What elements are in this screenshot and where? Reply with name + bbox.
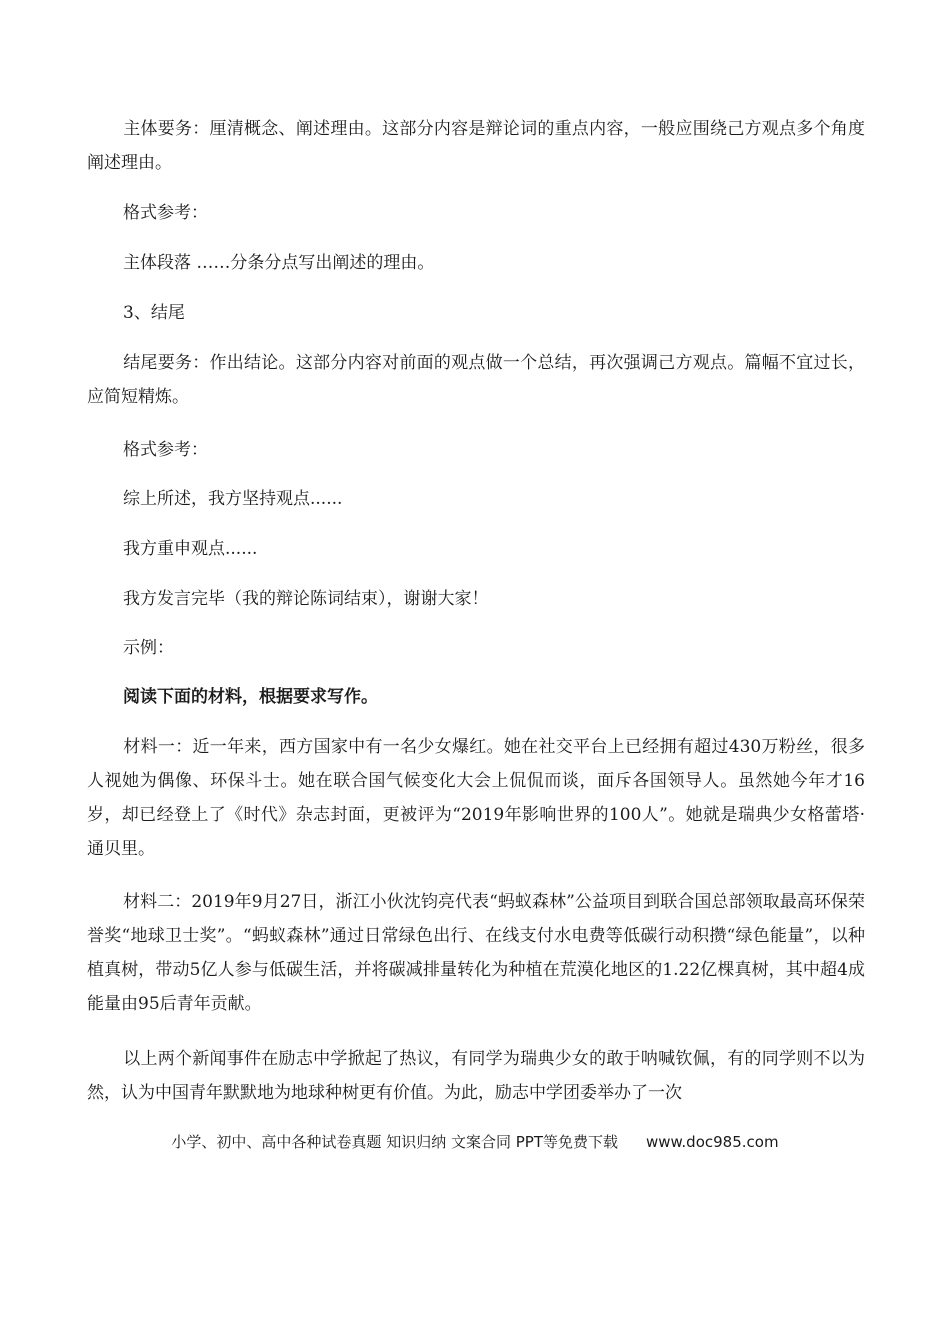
paragraph-format-ref-1 [87, 196, 865, 230]
paragraph-material-one [87, 730, 865, 866]
paragraph-closing [87, 582, 865, 616]
paragraph-text: 阅读下面的材料，根据要求写作。 [123, 687, 378, 707]
footer-url: www.doc985.com [645, 1133, 779, 1151]
paragraph-text: 材料二：2019年9月27日，浙江小伙沈钧亮代表“蚂蚁森林”公益项目到联合国总部领取最高环保荣誉奖“地球卫士奖”。“蚂蚁森林”通过日常绿色出行、在线支付水电费等低碳行动积攒“绿色能量”，以种植真树，带动5亿人参与低碳生活，并将碳减排量转化为种植在荒漠化地区的1.22亿棵真树，其中超4成能量由95后青年贡献。 [87, 892, 865, 1014]
paragraph-text: 材料一：近一年来，西方国家中有一名少女爆红。她在社交平台上已经拥有超过430万粉丝，很多人视她为偶像、环保斗士。她在联合国气候变化大会上侃侃而谈，面斥各国领导人。虽然她今年才16岁，却已经登上了《时代》杂志封面，更被评为“2019年影响世界的100人”。她就是瑞典少女格蕾塔·通贝里。 [87, 737, 865, 859]
paragraph-text: 我方发言完毕（我的辩论陈词结束），谢谢大家！ [123, 589, 489, 609]
paragraph-ending-task [87, 346, 865, 414]
footer-text: 小学、初中、高中各种试卷真题 知识归纳 文案合同 PPT等免费下载 [171, 1133, 618, 1151]
paragraph-text: 结尾要务：作出结论。这部分内容对前面的观点做一个总结，再次强调己方观点。篇幅不宜过长，应简短精炼。 [87, 353, 865, 407]
paragraph-material-two [87, 885, 865, 1021]
heading-ending [87, 296, 865, 330]
paragraph-restate [87, 532, 865, 566]
page-footer [0, 1130, 950, 1154]
heading-text: 3、结尾 [123, 303, 185, 323]
paragraph-body-section [87, 246, 865, 280]
paragraph-text: 以上两个新闻事件在励志中学掀起了热议，有同学为瑞典少女的敢于呐喊钦佩，有的同学则不以为然，认为中国青年默默地为地球种树更有价值。为此，励志中学团委举办了一次 [87, 1049, 865, 1103]
paragraph-body-task [87, 112, 865, 180]
paragraph-text: 格式参考： [123, 440, 208, 460]
paragraph-text: 综上所述，我方坚持观点...... [123, 489, 343, 509]
paragraph-example-label [87, 631, 865, 665]
paragraph-text: 我方重申观点...... [123, 539, 258, 559]
paragraph-text: 示例： [123, 638, 174, 658]
paragraph-format-ref-2 [87, 433, 865, 467]
paragraph-discussion [87, 1042, 865, 1110]
paragraph-task-instruction [87, 680, 865, 714]
paragraph-text: 格式参考： [123, 203, 208, 223]
paragraph-text: 主体段落 ……分条分点写出阐述的理由。 [123, 253, 435, 273]
paragraph-summary [87, 482, 865, 516]
paragraph-text: 主体要务：厘清概念、阐述理由。这部分内容是辩论词的重点内容，一般应围绕己方观点多个角度阐述理由。 [87, 119, 865, 173]
